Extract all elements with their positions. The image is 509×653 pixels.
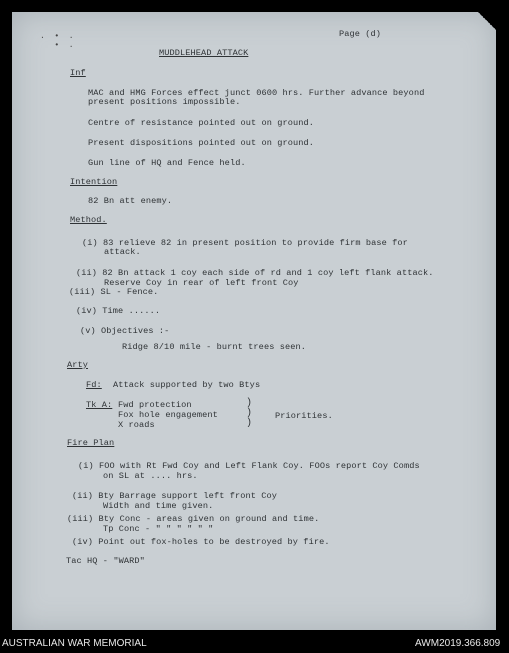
arty-tka-item: Fox hole engagement xyxy=(118,410,218,420)
ink-specks: . • . • . xyxy=(40,32,74,50)
fire-plan-line: (iv) Point out fox-holes to be destroyed by fire. xyxy=(72,537,330,547)
fire-plan-line: Tp Conc - " " " " " " xyxy=(103,524,214,534)
page-label: Page (d) xyxy=(339,29,382,39)
arty-fd-label: Fd: xyxy=(86,380,102,390)
fire-plan-line: (ii) Bty Barrage support left front Coy xyxy=(72,491,278,501)
method-line: (iii) SL - Fence. xyxy=(69,287,159,297)
inf-line: Centre of resistance pointed out on ground. xyxy=(88,118,315,128)
method-line: (ii) 82 Bn attack 1 coy each side of rd and 1 coy left flank attack. xyxy=(76,268,434,278)
inf-line: MAC and HMG Forces effect junct 0600 hrs. Further advance beyond xyxy=(88,88,425,98)
arty-tka-item: Fwd protection xyxy=(118,400,192,410)
fire-plan-line: Width and time given. xyxy=(103,501,214,511)
heading-arty: Arty xyxy=(67,360,89,370)
footer-accession-number: AWM2019.366.809 xyxy=(415,638,501,649)
arty-tka-label: Tk A: xyxy=(86,400,113,410)
intention-line: 82 Bn att enemy. xyxy=(88,196,173,206)
fire-plan-line: on SL at .... hrs. xyxy=(103,471,198,481)
method-line: attack. xyxy=(104,247,141,257)
heading-fire-plan: Fire Plan xyxy=(67,438,115,448)
tac-hq: Tac HQ - "WARD" xyxy=(66,556,145,566)
document-title: MUDDLEHEAD ATTACK xyxy=(159,48,249,58)
heading-inf: Inf xyxy=(70,68,86,78)
arty-priorities: Priorities. xyxy=(275,411,333,421)
inf-line: Present dispositions pointed out on ground. xyxy=(88,138,315,148)
footer-credit: AUSTRALIAN WAR MEMORIAL xyxy=(2,638,147,649)
method-line: Reserve Coy in rear of left front Coy xyxy=(104,278,299,288)
bracket: ) ) ) xyxy=(246,398,253,429)
fire-plan-line: (i) FOO with Rt Fwd Coy and Left Flank Coy. FOOs report Coy Comds xyxy=(78,461,420,471)
arty-tka-item: X roads xyxy=(118,420,155,430)
method-line: Ridge 8/10 mile - burnt trees seen. xyxy=(122,342,306,352)
heading-method: Method. xyxy=(70,215,107,225)
inf-line: Gun line of HQ and Fence held. xyxy=(88,158,246,168)
torn-corner xyxy=(478,12,496,30)
inf-line: present positions impossible. xyxy=(88,97,241,107)
heading-intention: Intention xyxy=(70,177,118,187)
arty-fd-text: Attack supported by two Btys xyxy=(113,380,261,390)
fire-plan-line: (iii) Bty Conc - areas given on ground and time. xyxy=(67,514,320,524)
method-line: (v) Objectives :- xyxy=(80,326,170,336)
method-line: (i) 83 relieve 82 in present position to provide firm base for xyxy=(82,238,408,248)
method-line: (iv) Time ...... xyxy=(76,306,161,316)
